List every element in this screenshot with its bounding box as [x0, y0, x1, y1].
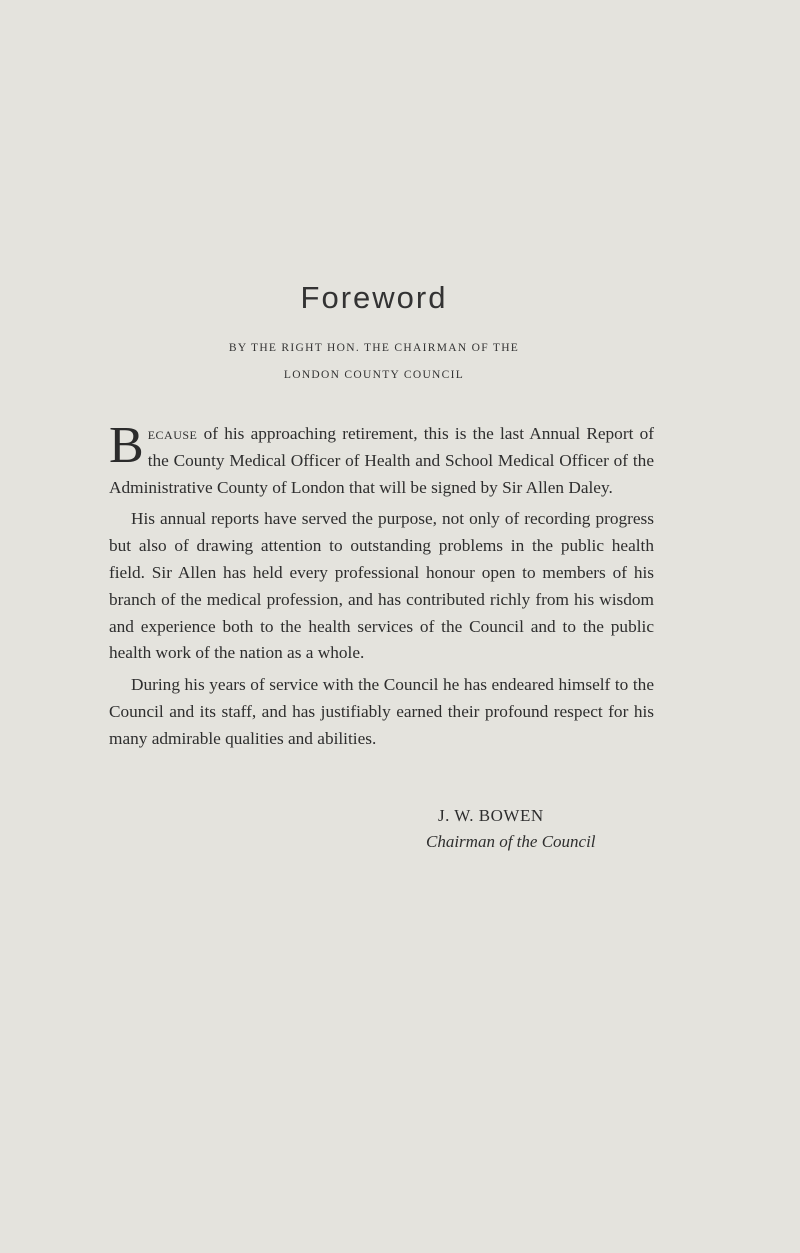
drop-cap: B	[109, 417, 144, 474]
paragraph-3: During his years of service with the Council he has endeared himself to the Council and its staff, and has justifiably earned their profound respect for his many admirable qualities and abilities.	[109, 675, 654, 748]
opening-smallcaps: ecause	[147, 424, 198, 443]
foreword-body	[109, 417, 654, 753]
paragraph-1	[109, 417, 654, 501]
subtitle-line-1: BY THE RIGHT HON. THE CHAIRMAN OF THE	[228, 342, 520, 354]
paragraph-2: His annual reports have served the purpose, not only of recording progress but also of drawing attention to outstanding problems in the public health field. Sir Allen has held every professional honour open to members of his branch of the medical profession, and has contributed richly from his wisdom and experience both to the health services of the Council and to the public health work of the nation as a whole.	[109, 509, 654, 663]
subtitle-line-2: LONDON COUNTY COUNCIL	[283, 369, 465, 381]
page-title: Foreword	[300, 280, 448, 315]
signatory-title: Chairman of the Council	[426, 832, 596, 851]
signatory-name: J. W. BOWEN	[438, 806, 544, 825]
paragraph-1-text: of his approaching retirement, this is the last Annual Report of the County Medical Officer of Health and School Medical Officer of the Administrative County of London that will be signed by Sir Allen Daley.	[109, 424, 654, 497]
